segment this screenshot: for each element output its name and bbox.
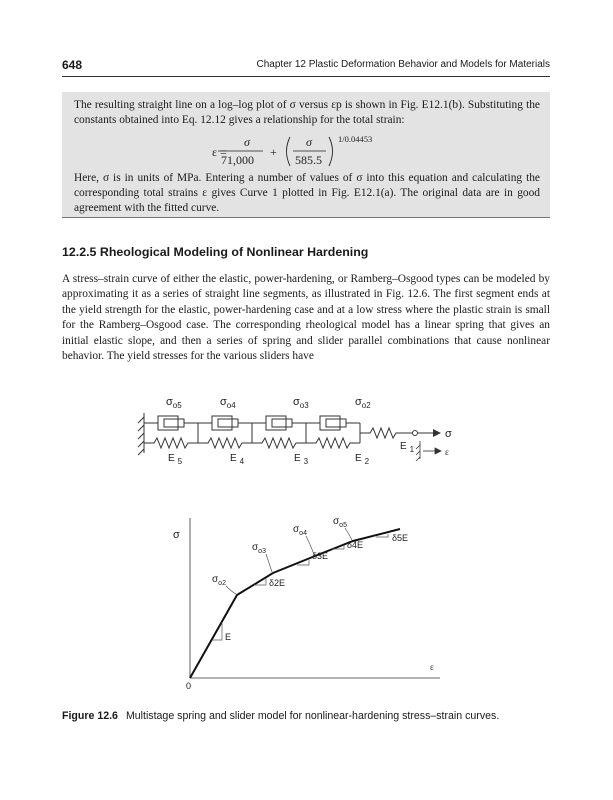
slider-element-3 — [252, 416, 306, 430]
eq-right-paren — [329, 137, 333, 166]
running-title: Chapter 12 Plastic Deformation Behavior and Models for Materials — [256, 59, 550, 70]
slider-element-2 — [306, 416, 360, 430]
stress-strain-curve-line — [190, 529, 400, 678]
strain-indicator-icon — [416, 441, 441, 461]
eq-exponent: 1/0.04453 — [338, 134, 373, 144]
slope-d3E-label: δ3E — [312, 551, 329, 561]
eq-numerator-1: σ — [244, 135, 250, 149]
modulus-e2-label: E $_2$ — [355, 453, 370, 466]
example-paragraph-2: Here, σ is in units of MPa. Entering a number of values of σ into this equation and calculating the corresponding total strains ε gives Curve 1 plotted in Fig. E12.1(a). The original data are in good agreement with the fitted curve. — [74, 172, 540, 214]
slider-element-4 — [198, 416, 252, 433]
section-heading: 12.2.5 Rheological Modeling of Nonlinear Hardening — [62, 245, 369, 259]
slope-d5E-label: δ5E — [392, 533, 409, 543]
spring-element-5 — [144, 438, 198, 448]
eq-left-paren — [287, 137, 291, 166]
slope-d2E-label: δ2E — [269, 578, 286, 588]
fixed-wall-hatching — [138, 413, 144, 455]
figure-caption-text: Multistage spring and slider model for nonlinear-hardening stress–strain curves. — [125, 710, 500, 722]
spring-element-2 — [306, 438, 360, 448]
yield-so5-leader — [345, 528, 352, 540]
eq-plus: + — [270, 145, 277, 159]
yield-so4-leader — [306, 536, 314, 555]
strain-epsilon-label: ε — [445, 447, 449, 457]
figure-number: Figure 12.6 — [62, 710, 118, 722]
eq-denominator-2: 585.5 — [295, 153, 322, 167]
yield-so3-leader — [266, 554, 272, 572]
slope-E-label: E — [225, 632, 232, 642]
slope-d4E-label: δ4E — [347, 540, 364, 550]
modulus-e1-label: E $_1$ — [400, 441, 415, 454]
slider-element-5 — [144, 416, 198, 430]
page-header — [62, 58, 550, 77]
spring-element-4 — [198, 438, 252, 448]
yield-so2-leader — [226, 586, 236, 594]
sigma-o3-label: $\sigma_{o3}$ — [293, 396, 309, 410]
origin-label: 0 — [186, 681, 192, 691]
multilinear-stress-strain-curve — [170, 508, 470, 693]
sigma-o5-label: $\sigma_{o5}$ — [166, 396, 182, 410]
stress-arrow-icon — [433, 429, 441, 437]
spring-element-1 — [360, 428, 433, 438]
yield-so5-label: $\sigma_{o5}$ — [333, 516, 347, 529]
sigma-o2-label: $\sigma_{o2}$ — [355, 396, 371, 410]
eq-denominator-1: 71,000 — [221, 153, 254, 167]
page-number: 648 — [62, 58, 83, 72]
spring-element-3 — [252, 438, 306, 448]
figure-caption — [62, 710, 562, 722]
y-axis-sigma-label: σ — [173, 529, 180, 541]
modulus-e4-label: E $_4$ — [230, 453, 245, 466]
yield-so2-label: $\sigma_{o2}$ — [212, 574, 226, 587]
yield-so3-label: $\sigma_{o3}$ — [252, 542, 266, 555]
sigma-o4-label: $\sigma_{o4}$ — [220, 396, 236, 410]
x-axis-epsilon-label: ε — [430, 662, 434, 672]
stress-sigma-label: σ — [445, 428, 452, 440]
example-box — [62, 92, 550, 218]
modulus-e5-label: E $_5$ — [168, 453, 183, 466]
total-strain-equation — [62, 133, 550, 169]
yield-so4-label: $\sigma_{o4}$ — [293, 524, 307, 537]
eq-numerator-2: σ — [306, 135, 312, 149]
eq-lhs: ε = — [212, 145, 227, 159]
section-paragraph: A stress–strain curve of either the elastic, power-hardening, or Ramberg–Osgood types can be modeled by approximating it as a series of straight line segments, as illustrated in Fig. 12.6. The first segment ends at the yield strength for the elastic, power-hardening case and at a low stress where the plastic strain is small for the Ramberg–Osgood case. The corresponding rheological model has a linear spring that gives an initial elastic slope, and then a series of spring and slider parallel combinations that cause nonlinear behavior. The yield stresses for the various sliders have — [62, 273, 550, 363]
rheological-model-diagram — [130, 393, 500, 478]
modulus-e3-label: E $_3$ — [294, 453, 309, 466]
example-paragraph-1: The resulting straight line on a log–log plot of σ versus εp is shown in Fig. E12.1(b). Substituting the constants obtained into Eq. 12.12 gives a relationship for the total strain: — [74, 99, 540, 126]
